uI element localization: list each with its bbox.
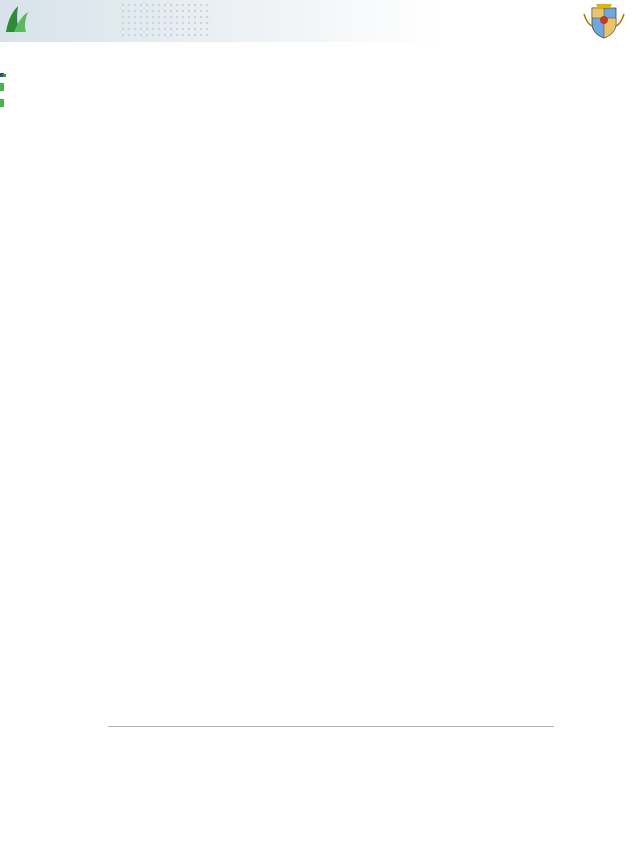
lfl-logo[interactable] <box>2 2 68 40</box>
bavaria-crest-icon <box>574 2 634 40</box>
sidebar <box>0 66 98 101</box>
site-header <box>0 0 636 42</box>
decorative-dots <box>120 2 210 38</box>
top-navigation <box>101 45 150 53</box>
footer-divider <box>108 726 554 727</box>
